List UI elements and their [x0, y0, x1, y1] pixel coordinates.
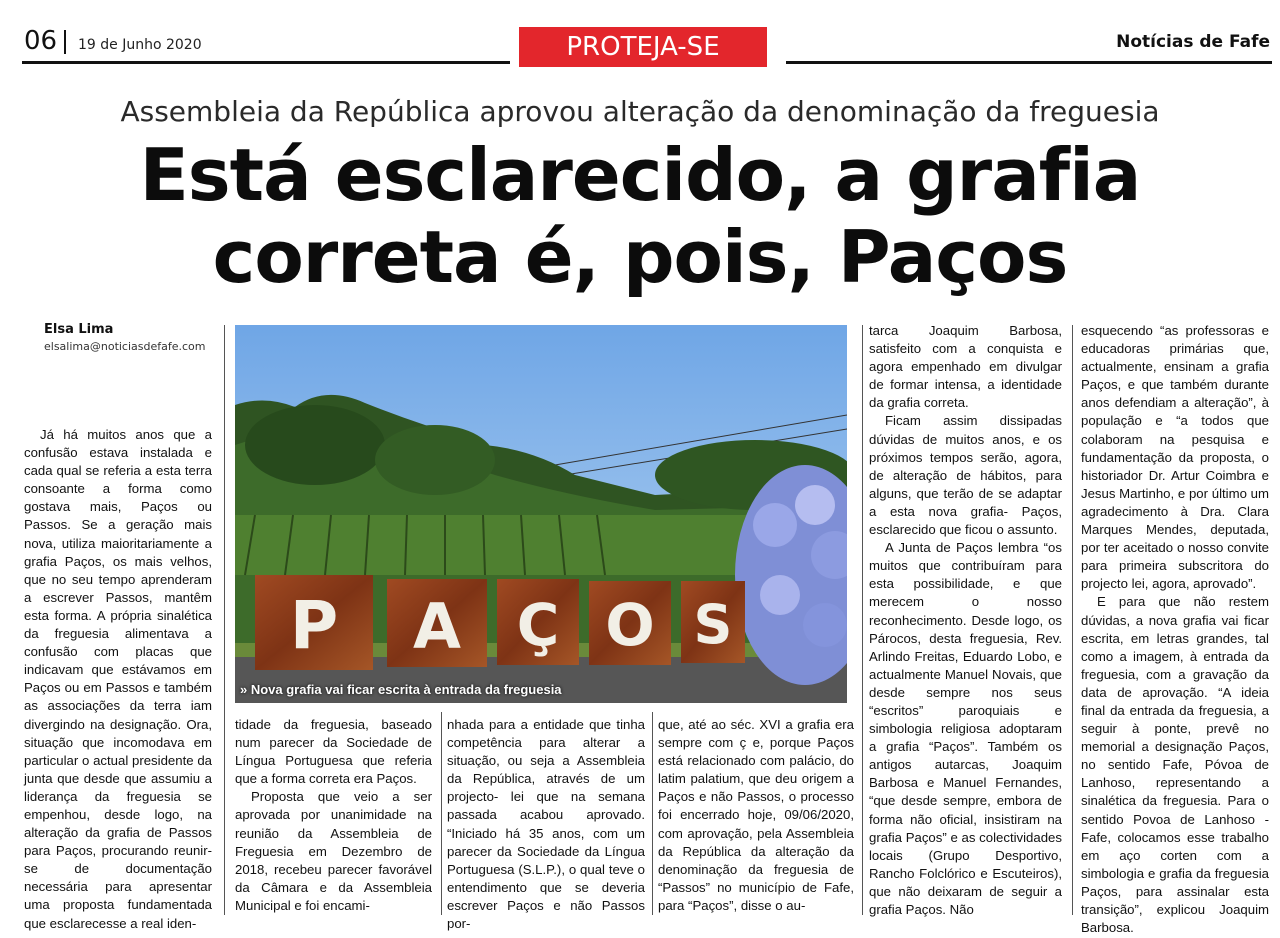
paragraph: tidade da freguesia, baseado num parecer da Sociedade de Língua Portuguesa que referia que a forma correta era Paços.: [235, 717, 432, 787]
paragraph: esquecendo “as professoras e educadoras primárias que, actualmente, ensinam a grafia Paços, e que também durante anos defendiam a alteração”, à população e “a todos que colaboram na pesquisa e fundamentação da proposta, o historiador Dr. Artur Coimbra e Jesus Martinho, e por último um agradecimento à Dra. Clara Marques Mendes, deputada, por ter aceitado o nosso convite para primeira subscritora do projecto lei, agora, aprovado”.: [1081, 323, 1269, 592]
sign-letter: P: [289, 587, 339, 664]
column-rule: [652, 712, 653, 915]
page-number: 06: [24, 26, 58, 56]
column-rule: [862, 325, 863, 915]
headline-emphasis: Paços: [837, 215, 1068, 299]
article-column-1: [24, 426, 212, 933]
paragraph: Ficam assim dissipadas dúvidas de muitos anos, e os próximos tempos serão, agora, de alteração de hábitos, para alguns, que terão de se adaptar a esta nova grafia- Paços, esclarecido que ficou o assunto.: [869, 413, 1062, 538]
article-column-2: [235, 716, 432, 915]
section-banner: PROTEJA-SE: [519, 27, 767, 67]
article-column-3: [447, 716, 645, 933]
issue-date: 19 de Junho 2020: [78, 37, 202, 53]
sign-letter: S: [693, 593, 733, 656]
column-rule: [224, 325, 225, 915]
paragraph: A Junta de Paços lembra “os muitos que contribuíram para esta possibilidade, e que merecem o nosso reconhecimento. Desde logo, os Párocos, desta freguesia, Rev. Arlindo Freitas, Eduardo Lobo, e actualmente Manuel Novais, que desde sempre nos seus “escritos” paroquiais e simbologia religiosa adoptaram a grafia “Paços”. Também os antigos autarcas, Joaquim Barbosa e Manuel Fernandes, “que desde sempre, embora de forma não oficial, insistiram na grafia Paços” e as colectividades locais (Grupo Desportivo, Rancho Folclórico e Escuteiros), que não deixaram de seguir a grafia Paços. Não: [869, 540, 1062, 917]
sign-letter: O: [605, 591, 655, 659]
headline-line-2-start: correta é, pois,: [212, 215, 838, 299]
paragraph: nhada para a entidade que tinha competência para alterar a situação, ou seja a Assembleia da República, através de um projecto- lei que na semana passada acabou aprovado. “Iniciado há 35 anos, com um parecer da Sociedade da Língua Portuguesa (S.L.P.), o qual teve o entendimento que se deveria escrever Paços e não Passos por-: [447, 717, 645, 932]
article-kicker: Assembleia da República aprovou alteração da denominação da freguesia: [120, 95, 1160, 128]
header-rule-right: [786, 61, 1272, 64]
column-rule: [1072, 325, 1073, 915]
sign-letter: Ç: [516, 591, 560, 659]
paragraph: tarca Joaquim Barbosa, satisfeito com a conquista e agora empenhado em divulgar de formar intensa, a identidade da grafia correta.: [869, 323, 1062, 411]
paragraph: que, até ao séc. XVI a grafia era sempre com ç e, porque Paços está relacionado com palácio, do latim palatium, que deu origem a Paços e não Passos, o processo foi encerrado hoje, 09/06/2020, com aprovação, pela Assembleia da República da alteração da denominação da freguesia de “Passos” no município de Fafe, para “Paços”, disse o au-: [658, 717, 854, 913]
column-rule: [441, 712, 442, 915]
article-column-4: [658, 716, 854, 915]
article-headline: [0, 134, 1280, 298]
paragraph: Proposta que veio a ser aprovada por unanimidade na reunião da Assembleia de Freguesia em Dezembro de 2018, recebeu parecer favorável da Câmara e da Assembleia Municipal e foi encami-: [235, 789, 432, 913]
sign-letter: A: [413, 590, 461, 663]
page-number-separator: [64, 30, 66, 54]
headline-line-2: [0, 216, 1280, 298]
headline-line-1: Está esclarecido, a grafia: [139, 133, 1141, 217]
article-column-5: [869, 322, 1062, 919]
author-email[interactable]: elsalima@noticiasdefafe.com: [44, 340, 206, 353]
author-name: Elsa Lima: [44, 322, 114, 337]
photo-caption: » Nova grafia vai ficar escrita à entrada da freguesia: [240, 682, 562, 697]
paragraph: Já há muitos anos que a confusão estava instalada e cada qual se referia a esta terra consoante a forma como gostava mais, Paços ou Passos. Se a geração mais nova, utiliza maioritariamente a grafia Paços, os mais velhos, que no seu tempo aprenderam a escrever Passos, mantêm esta forma. A própria sinalética da freguesia alimentava a confusão com placas que indicavam que estávamos em Paços ou em Passos e também as associações da terra iam divergindo na designação. Ora, situação que incomodava em particular o actual presidente da junta que desde que assumiu a liderança da freguesia se empenhou, desde logo, na alteração da grafia de Passos para Paços, procurando reunir-se de documentação necessária para apresentar uma proposta fundamentada que esclarecesse a real iden-: [24, 427, 212, 931]
article-column-6: [1081, 322, 1269, 937]
header-rule-left: [22, 61, 510, 64]
paragraph: E para que não restem dúvidas, a nova grafia vai ficar escrita, em letras grandes, tal como a imagem, à entrada da freguesia, com a gravação da data de aprovação. “A ideia final da entrada da freguesia, a seguir à ponte, prevê no memorial a designação Paços, no sentido Fafe, Póvoa de Lanhoso, representando a sinalética da freguesia. Para o sentido Povoa de Lanhoso - Fafe, colocamos esse trabalho em aço corten com a simbologia e grafia da freguesia Paços, para assinalar esta transição”, explicou Joaquim Barbosa.: [1081, 594, 1269, 936]
publication-name: Notícias de Fafe: [1116, 32, 1270, 52]
article-photo: [235, 325, 847, 703]
